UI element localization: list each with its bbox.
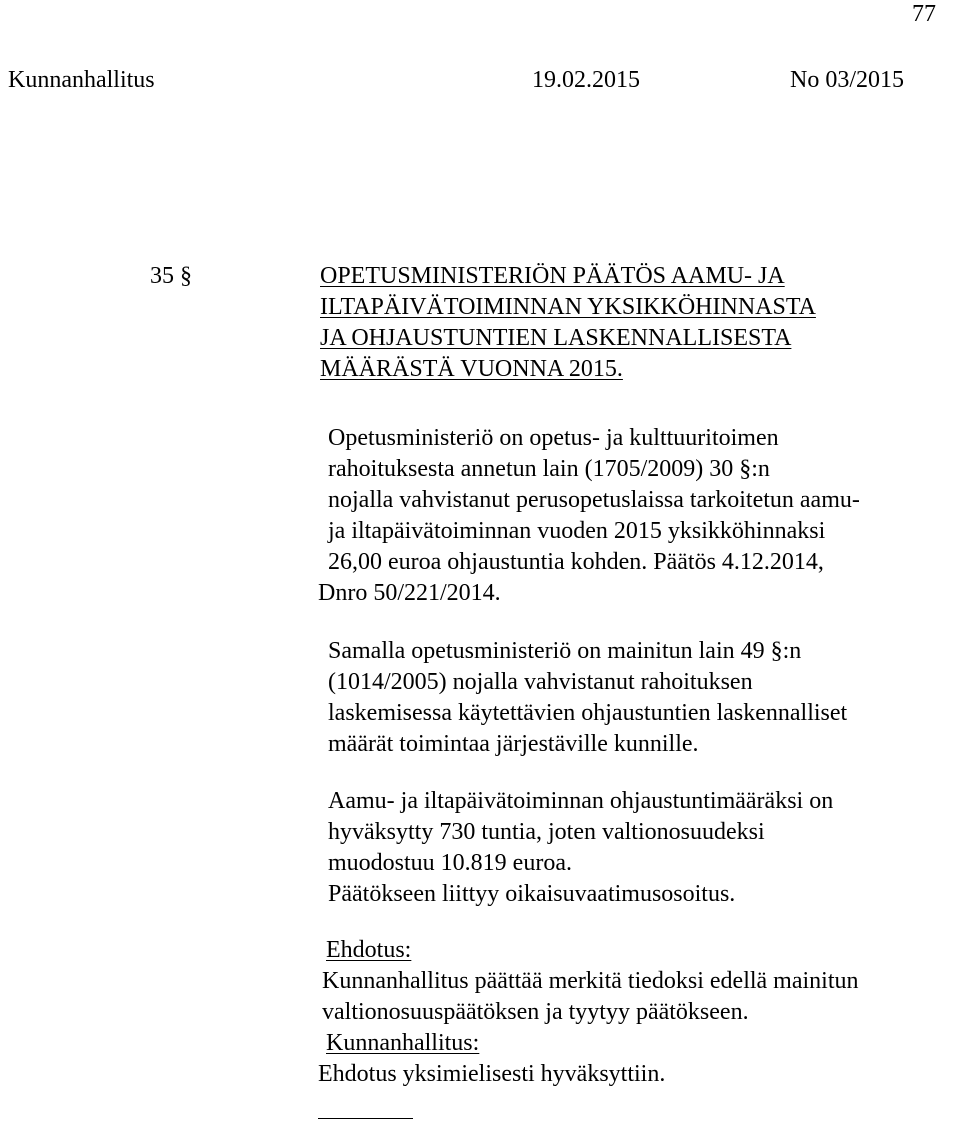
paragraph2-line-3: laskemisessa käytettävien ohjaustuntien laskennalliset bbox=[328, 700, 848, 726]
organ-name: Kunnanhallitus bbox=[8, 67, 155, 93]
paragraph1-line-2: rahoituksesta annetun lain (1705/2009) 30 §:n bbox=[328, 456, 770, 482]
paragraph3-line-3: muodostuu 10.819 euroa. bbox=[328, 850, 572, 876]
paragraph1-line-4: ja iltapäivätoiminnan vuoden 2015 yksikköhinnaksi bbox=[328, 518, 826, 544]
item-number: 35 § bbox=[150, 263, 192, 289]
minutes-number: No 03/2015 bbox=[790, 67, 904, 93]
paragraph3-line-1: Aamu- ja iltapäivätoiminnan ohjaustuntimääräksi on bbox=[328, 788, 834, 814]
proposal-line-2: valtionosuuspäätöksen ja tyytyy päätökseen. bbox=[322, 999, 749, 1025]
item-title-line-1: OPETUSMINISTERIÖN PÄÄTÖS AAMU- JA bbox=[320, 263, 785, 289]
paragraph2-line-2: (1014/2005) nojalla vahvistanut rahoituksen bbox=[328, 669, 753, 695]
paragraph1-line-1: Opetusministeriö on opetus- ja kulttuuritoimen bbox=[328, 425, 779, 451]
paragraph1-line-5: 26,00 euroa ohjaustuntia kohden. Päätös 4.12.2014, bbox=[328, 549, 824, 575]
paragraph3-line-4: Päätökseen liittyy oikaisuvaatimusosoitus. bbox=[328, 881, 736, 907]
item-title-line-2: ILTAPÄIVÄTOIMINNAN YKSIKKÖHINNASTA bbox=[320, 294, 816, 320]
paragraph2-line-1: Samalla opetusministeriö on mainitun lain 49 §:n bbox=[328, 638, 802, 664]
proposal-line-1: Kunnanhallitus päättää merkitä tiedoksi edellä mainitun bbox=[322, 968, 859, 994]
paragraph3-line-2: hyväksytty 730 tuntia, joten valtionosuudeksi bbox=[328, 819, 765, 845]
item-title-line-3: JA OHJAUSTUNTIEN LASKENNALLISESTA bbox=[320, 325, 792, 351]
item-title-line-4: MÄÄRÄSTÄ VUONNA 2015. bbox=[320, 356, 623, 382]
paragraph2-line-4: määrät toimintaa järjestäville kunnille. bbox=[328, 731, 699, 757]
paragraph1-line-6: Dnro 50/221/2014. bbox=[318, 580, 501, 606]
meeting-date: 19.02.2015 bbox=[532, 67, 640, 93]
page-number: 77 bbox=[912, 1, 936, 27]
proposal-heading: Ehdotus: bbox=[326, 937, 412, 963]
decision-heading: Kunnanhallitus: bbox=[326, 1030, 480, 1056]
paragraph1-line-3: nojalla vahvistanut perusopetuslaissa tarkoitetun aamu- bbox=[328, 487, 860, 513]
closing-rule bbox=[318, 1118, 413, 1119]
decision-text: Ehdotus yksimielisesti hyväksyttiin. bbox=[318, 1061, 666, 1087]
